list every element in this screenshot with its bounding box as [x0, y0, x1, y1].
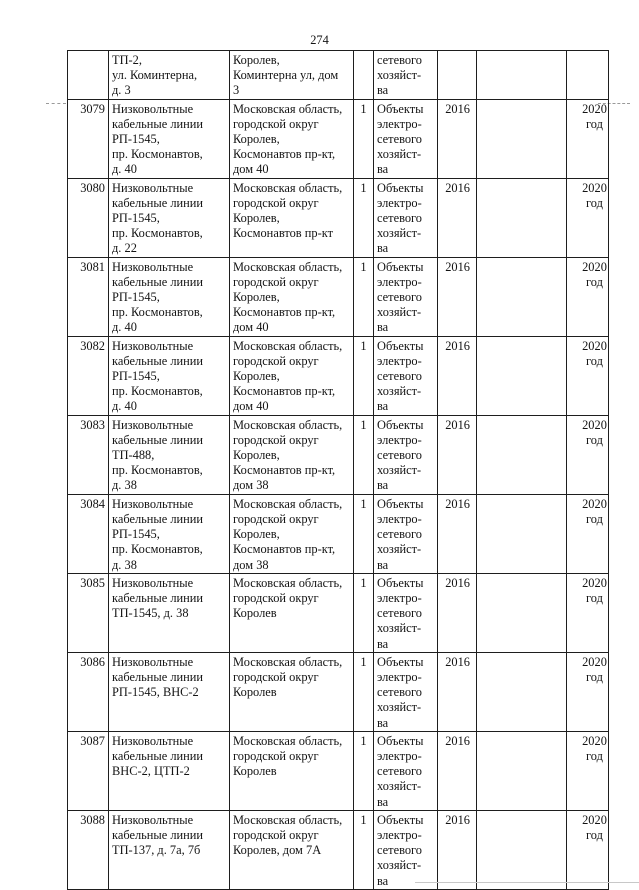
cell-quantity-text: 1: [360, 812, 367, 827]
registry-table: [67, 50, 609, 890]
table-row: [68, 652, 609, 731]
cell-empty: [477, 99, 567, 178]
cell-category-text: Объекты электро- сетевого хозяйст- ва: [377, 417, 424, 493]
cell-number: [68, 99, 109, 178]
cell-quantity: [354, 51, 374, 100]
cell-term: [567, 178, 609, 257]
cell-quantity: [354, 810, 374, 889]
cell-quantity: [354, 731, 374, 810]
cell-object-name-text: Низковольтные кабельные линии РП-1545, пр. Космонавтов, д. 22: [112, 180, 204, 256]
cell-address-text: Московская область, городской округ Королев, Космонавтов пр-кт, дом 40: [233, 259, 343, 335]
cell-quantity: [354, 652, 374, 731]
table-row: [68, 810, 609, 889]
cell-empty: [477, 415, 567, 494]
cell-term: [567, 257, 609, 336]
cell-term-text: 2020 год: [582, 101, 607, 131]
cell-empty: [477, 652, 567, 731]
cell-term-text: 2020 год: [582, 259, 607, 289]
cell-number: [68, 257, 109, 336]
cell-year: [438, 336, 477, 415]
cell-year-text: 2016: [445, 575, 470, 590]
cell-object-name: [109, 178, 230, 257]
cell-object-name-text: Низковольтные кабельные линии РП-1545, пр. Космонавтов, д. 40: [112, 338, 204, 414]
cell-address-text: Московская область, городской округ Королев, дом 7А: [233, 812, 343, 858]
cell-number: [68, 731, 109, 810]
cell-term: [567, 731, 609, 810]
cell-object-name: [109, 810, 230, 889]
cell-category: [374, 51, 438, 100]
cell-term: [567, 336, 609, 415]
cell-term-text: 2020 год: [582, 654, 607, 684]
table-row: [68, 257, 609, 336]
cell-number-text: 3088: [80, 812, 105, 827]
cell-address-text: Московская область, городской округ Королев, Космонавтов пр-кт, дом 40: [233, 338, 343, 414]
cell-object-name: [109, 494, 230, 573]
cell-address: [230, 336, 354, 415]
cell-address-text: Московская область, городской округ Королев, Космонавтов пр-кт: [233, 180, 343, 241]
cell-address-text: Королев, Коминтерна ул, дом 3: [233, 53, 339, 98]
cell-address-text: Московская область, городской округ Королев: [233, 575, 343, 621]
cell-empty: [477, 178, 567, 257]
cell-term-text: 2020 год: [582, 575, 607, 605]
cell-year: [438, 731, 477, 810]
cell-year: [438, 51, 477, 100]
cell-number-text: 3083: [80, 417, 105, 432]
cell-object-name-text: Низковольтные кабельные линии РП-1545, пр. Космонавтов, д. 40: [112, 259, 204, 335]
cell-number-text: 3079: [80, 101, 105, 116]
cell-category: [374, 652, 438, 731]
cell-quantity-text: 1: [360, 101, 367, 116]
cell-year-text: 2016: [445, 733, 470, 748]
table-row: [68, 51, 609, 100]
cell-number: [68, 415, 109, 494]
cell-object-name-text: Низковольтные кабельные линии ТП-488, пр. Космонавтов, д. 38: [112, 417, 204, 493]
cell-category-text: Объекты электро- сетевого хозяйст- ва: [377, 733, 424, 809]
cell-object-name: [109, 415, 230, 494]
cell-year-text: 2016: [445, 654, 470, 669]
table-row: [68, 415, 609, 494]
cell-object-name: [109, 51, 230, 100]
cell-quantity: [354, 178, 374, 257]
cell-term: [567, 51, 609, 100]
cell-address-text: Московская область, городской округ Королев: [233, 733, 343, 779]
cell-term-text: 2020 год: [582, 417, 607, 447]
cell-address: [230, 99, 354, 178]
cell-object-name: [109, 336, 230, 415]
cell-year-text: 2016: [445, 259, 470, 274]
cell-term: [567, 573, 609, 652]
cell-category-text: Объекты электро- сетевого хозяйст- ва: [377, 654, 424, 730]
cell-empty: [477, 731, 567, 810]
cell-category-text: Объекты электро- сетевого хозяйст- ва: [377, 180, 424, 256]
cell-object-name-text: ТП-2, ул. Коминтерна, д. 3: [112, 53, 198, 98]
cell-object-name: [109, 731, 230, 810]
table-row: [68, 178, 609, 257]
cell-empty: [477, 494, 567, 573]
cell-number: [68, 652, 109, 731]
cell-year-text: 2016: [445, 180, 470, 195]
cell-object-name-text: Низковольтные кабельные линии ВНС-2, ЦТП-2: [112, 733, 204, 779]
table-row: [68, 99, 609, 178]
cell-category: [374, 494, 438, 573]
cell-category-text: Объекты электро- сетевого хозяйст- ва: [377, 101, 424, 177]
cell-address: [230, 178, 354, 257]
cell-year-text: 2016: [445, 101, 470, 116]
cell-term-text: 2020 год: [582, 338, 607, 368]
cell-object-name-text: Низковольтные кабельные линии ТП-1545, д. 38: [112, 575, 204, 621]
cell-quantity-text: 1: [360, 654, 367, 669]
cell-number: [68, 51, 109, 100]
table-row: [68, 573, 609, 652]
cell-object-name: [109, 652, 230, 731]
cell-number-text: 3081: [80, 259, 105, 274]
cell-term-text: 2020 год: [582, 180, 607, 210]
cell-address-text: Московская область, городской округ Королев, Космонавтов пр-кт, дом 40: [233, 101, 343, 177]
cell-quantity-text: 1: [360, 733, 367, 748]
cell-term: [567, 99, 609, 178]
cell-year-text: 2016: [445, 417, 470, 432]
cell-year-text: 2016: [445, 812, 470, 827]
cell-category: [374, 99, 438, 178]
cell-year: [438, 257, 477, 336]
cell-category-text: Объекты электро- сетевого хозяйст- ва: [377, 812, 424, 888]
cell-address: [230, 731, 354, 810]
cell-term-text: 2020 год: [582, 496, 607, 526]
scan-artifact-left: [46, 103, 66, 105]
cell-address: [230, 51, 354, 100]
cell-address: [230, 810, 354, 889]
cell-term: [567, 415, 609, 494]
cell-number-text: 3086: [80, 654, 105, 669]
cell-address: [230, 257, 354, 336]
cell-number: [68, 494, 109, 573]
cell-year: [438, 415, 477, 494]
cell-address: [230, 573, 354, 652]
cell-category-text: Объекты электро- сетевого хозяйст- ва: [377, 575, 424, 651]
cell-address-text: Московская область, городской округ Королев, Космонавтов пр-кт, дом 38: [233, 417, 343, 493]
cell-number: [68, 573, 109, 652]
cell-address: [230, 415, 354, 494]
cell-number: [68, 810, 109, 889]
cell-quantity-text: 1: [360, 259, 367, 274]
cell-category: [374, 573, 438, 652]
cell-category: [374, 810, 438, 889]
cell-year-text: 2016: [445, 338, 470, 353]
cell-object-name: [109, 573, 230, 652]
cell-term-text: 2020 год: [582, 812, 607, 842]
table-row: [68, 336, 609, 415]
cell-quantity-text: 1: [360, 575, 367, 590]
cell-quantity: [354, 573, 374, 652]
cell-address: [230, 494, 354, 573]
cell-empty: [477, 257, 567, 336]
cell-year: [438, 99, 477, 178]
cell-empty: [477, 573, 567, 652]
cell-object-name: [109, 99, 230, 178]
cell-quantity-text: 1: [360, 417, 367, 432]
cell-number-text: 3087: [80, 733, 105, 748]
cell-quantity: [354, 336, 374, 415]
page-number: 274: [310, 33, 329, 47]
cell-object-name-text: Низковольтные кабельные линии РП-1545, ВНС-2: [112, 654, 204, 700]
cell-quantity-text: 1: [360, 496, 367, 511]
cell-number: [68, 336, 109, 415]
cell-term-text: 2020 год: [582, 733, 607, 763]
cell-empty: [477, 336, 567, 415]
table-row: [68, 494, 609, 573]
cell-empty: [477, 810, 567, 889]
cell-year-text: 2016: [445, 496, 470, 511]
cell-number-text: 3085: [80, 575, 105, 590]
cell-category-text: Объекты электро- сетевого хозяйст- ва: [377, 259, 424, 335]
cell-number-text: 3084: [80, 496, 105, 511]
cell-term: [567, 810, 609, 889]
cell-number-text: 3082: [80, 338, 105, 353]
cell-quantity: [354, 99, 374, 178]
cell-category: [374, 731, 438, 810]
cell-object-name: [109, 257, 230, 336]
cell-category: [374, 336, 438, 415]
cell-address-text: Московская область, городской округ Королев, Космонавтов пр-кт, дом 38: [233, 496, 343, 572]
cell-year: [438, 178, 477, 257]
cell-number: [68, 178, 109, 257]
cell-year: [438, 494, 477, 573]
cell-quantity: [354, 257, 374, 336]
cell-quantity-text: 1: [360, 180, 367, 195]
cell-category: [374, 178, 438, 257]
cell-year: [438, 573, 477, 652]
cell-quantity: [354, 415, 374, 494]
cell-address: [230, 652, 354, 731]
cell-address-text: Московская область, городской округ Королев: [233, 654, 343, 700]
cell-object-name-text: Низковольтные кабельные линии РП-1545, пр. Космонавтов, д. 38: [112, 496, 204, 572]
cell-year: [438, 652, 477, 731]
cell-quantity: [354, 494, 374, 573]
cell-category-text: Объекты электро- сетевого хозяйст- ва: [377, 496, 424, 572]
cell-object-name-text: Низковольтные кабельные линии ТП-137, д. 7а, 7б: [112, 812, 204, 858]
scan-artifact-bottom-line: [415, 882, 639, 883]
cell-category-text: Объекты электро- сетевого хозяйст- ва: [377, 338, 424, 414]
cell-number-text: 3080: [80, 180, 105, 195]
table-row: [68, 731, 609, 810]
cell-category: [374, 257, 438, 336]
cell-category-text: сетевого хозяйст- ва: [377, 53, 422, 98]
cell-empty: [477, 51, 567, 100]
cell-term: [567, 494, 609, 573]
cell-object-name-text: Низковольтные кабельные линии РП-1545, пр. Космонавтов, д. 40: [112, 101, 204, 177]
cell-category: [374, 415, 438, 494]
cell-term: [567, 652, 609, 731]
cell-year: [438, 810, 477, 889]
cell-quantity-text: 1: [360, 338, 367, 353]
